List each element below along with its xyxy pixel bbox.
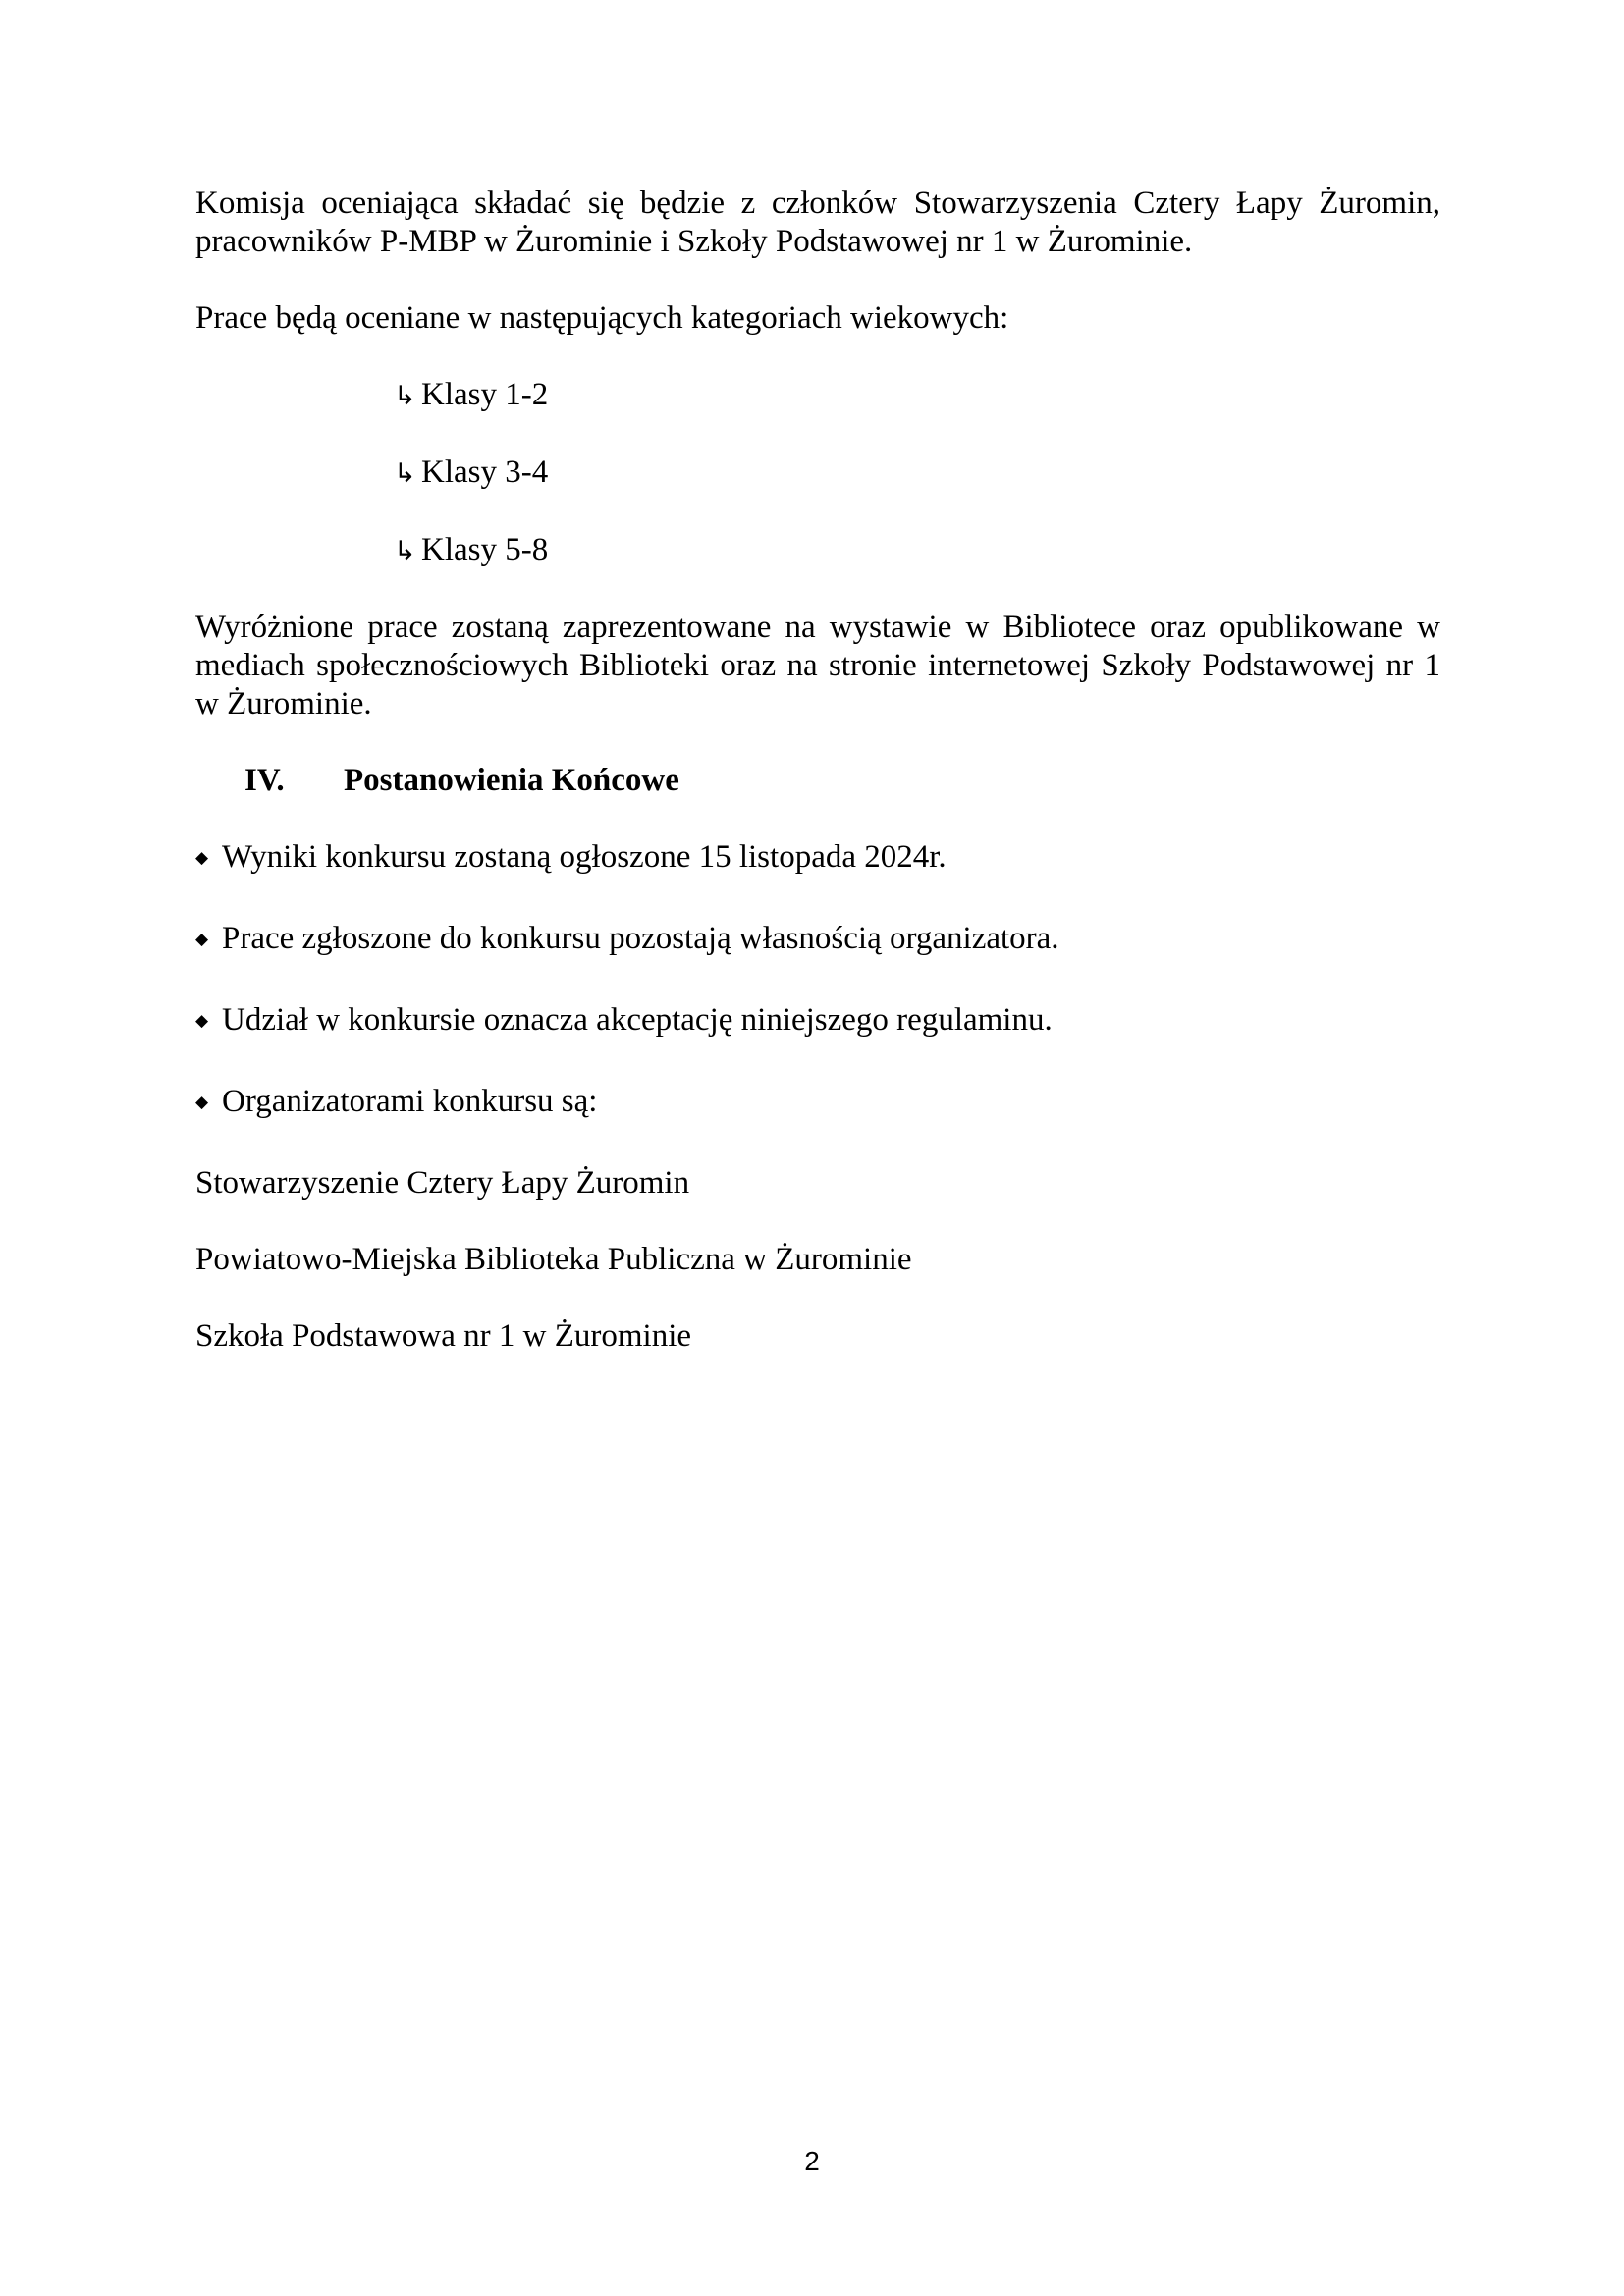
category-label: Klasy 5-8 — [421, 532, 549, 567]
diamond-icon: ◆ — [195, 1011, 209, 1031]
organizer-line: Powiatowo-Miejska Biblioteka Publiczna w Żurominie — [195, 1242, 912, 1277]
section-heading — [244, 762, 1440, 800]
exhibition-paragraph: Wyróżnione prace zostaną zaprezentowane na wystawie w Bibliotece oraz opublikowane w mediach społecznościowych Biblioteki oraz na stronie internetowej Szkoły Podstawowej nr 1 w Żurominie. — [195, 610, 1440, 721]
provision-item — [195, 1001, 1440, 1044]
category-label: Klasy 1-2 — [421, 377, 549, 412]
provision-item — [195, 1083, 1440, 1126]
arrow-icon: ↳ — [394, 381, 416, 411]
categories-lead: Prace będą oceniane w następujących kategoriach wiekowych: — [195, 300, 1009, 336]
organizer-line: Stowarzyszenie Cztery Łapy Żuromin — [195, 1165, 690, 1201]
organizer-line: Szkoła Podstawowa nr 1 w Żurominie — [195, 1318, 692, 1354]
provision-text: Organizatorami konkursu są: — [222, 1084, 598, 1119]
arrow-icon: ↳ — [394, 536, 416, 566]
page-number: 2 — [804, 2146, 820, 2176]
provision-text: Udział w konkursie oznacza akceptację niniejszego regulaminu. — [222, 1002, 1053, 1038]
provision-text: Wyniki konkursu zostaną ogłoszone 15 listopada 2024r. — [222, 839, 947, 875]
diamond-icon: ◆ — [195, 848, 209, 868]
provision-item — [195, 920, 1440, 963]
section-title: Postanowienia Końcowe — [344, 763, 679, 798]
page-content — [195, 185, 1440, 1356]
category-item — [394, 531, 1440, 570]
provision-item — [195, 838, 1440, 881]
diamond-icon: ◆ — [195, 930, 209, 949]
category-item — [394, 376, 1440, 415]
diamond-icon: ◆ — [195, 1093, 209, 1112]
provision-text: Prace zgłoszone do konkursu pozostają własnością organizatora. — [222, 921, 1059, 956]
arrow-icon: ↳ — [394, 458, 416, 489]
commission-paragraph: Komisja oceniająca składać się będzie z członków Stowarzyszenia Cztery Łapy Żuromin, pracowników P-MBP w Żurominie i Szkoły Podstawowej nr 1 w Żurominie. — [195, 186, 1440, 259]
category-label: Klasy 3-4 — [421, 454, 549, 490]
section-number: IV. — [244, 763, 285, 798]
category-item — [394, 454, 1440, 493]
